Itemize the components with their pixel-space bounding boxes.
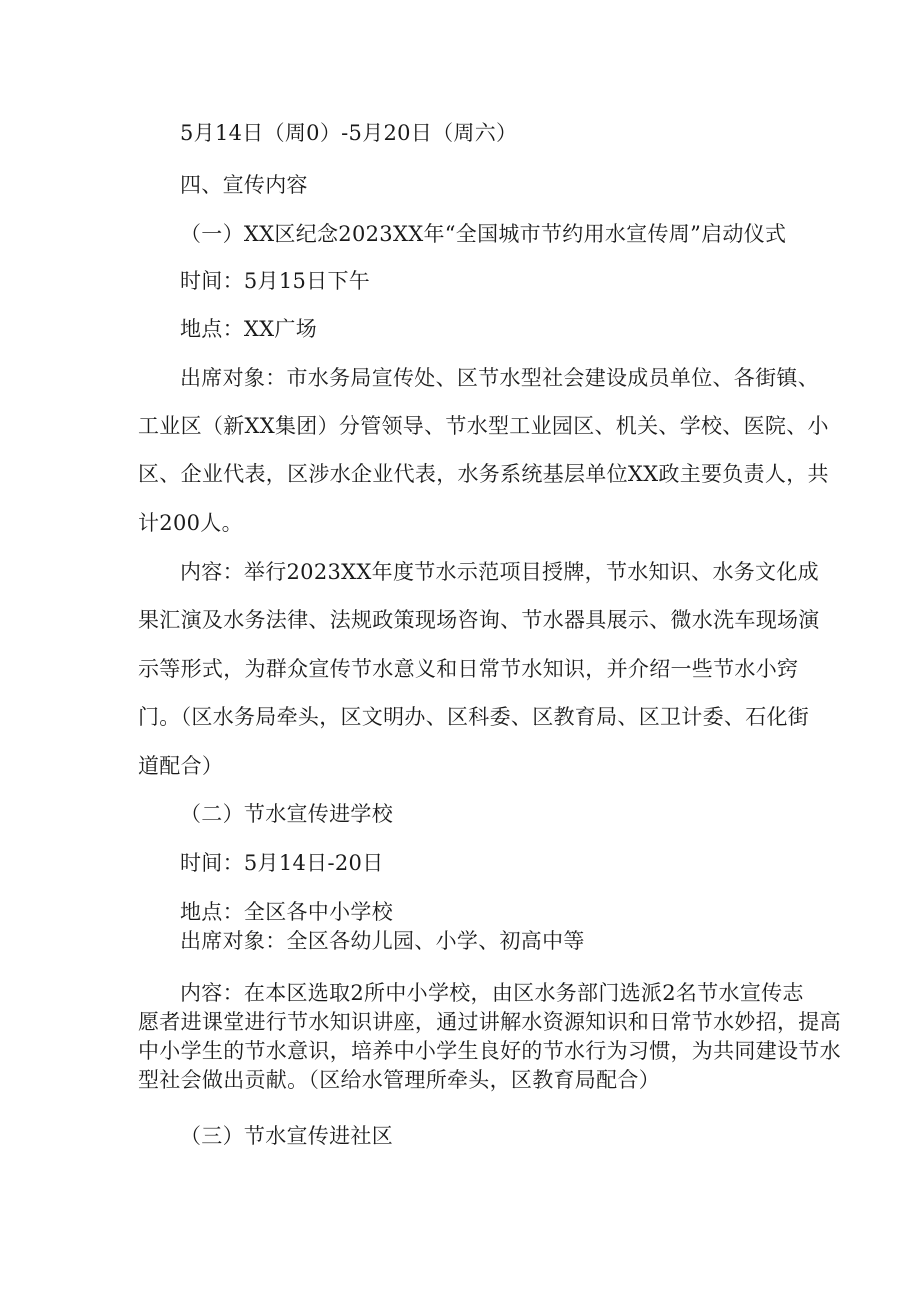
section-heading: 四、宣传内容: [180, 173, 308, 197]
time-line: 时间：5月14日-20日: [180, 851, 384, 875]
attendees-line: 出席对象：全区各幼儿园、小学、初高中等: [180, 929, 585, 953]
attendees-paragraph-line: 计200人。: [138, 511, 243, 535]
content-paragraph-line: 果汇演及水务法律、法规政策现场咨询、节水器具展示、微水洗车现场演: [138, 608, 820, 632]
time-line: 时间：5月15日下午: [180, 269, 371, 293]
content-paragraph-line: 道配合）: [138, 754, 224, 778]
content-paragraph-line: 门。（区水务局牵头，区文明办、区科委、区教育局、区卫计委、石化街: [138, 705, 810, 729]
attendees-paragraph-line: 区、企业代表，区涉水企业代表，水务系统基层单位XX政主要负责人，共: [138, 462, 829, 486]
attendees-paragraph-line: 出席对象：市水务局宣传处、区节水型社会建设成员单位、各街镇、: [180, 366, 819, 390]
content-paragraph-line: 内容：举行2023XX年度节水示范项目授牌，节水知识、水务文化成: [180, 560, 819, 584]
content-paragraph-line: 内容：在本区选取2所中小学校，由区水务部门选派2名节水宣传志: [180, 981, 804, 1005]
content-paragraph-line: 型社会做出贡献。（区给水管理所牵头，区教育局配合）: [138, 1068, 660, 1092]
content-paragraph-line: 中小学生的节水意识，培养中小学生良好的节水行为习惯，为共同建设节水: [138, 1039, 841, 1063]
subsection-heading: （三）节水宣传进社区: [180, 1124, 393, 1148]
subsection-heading: （二）节水宣传进学校: [180, 802, 393, 826]
subsection-heading: （一）XX区纪念2023XX年“全国城市节约用水宣传周”启动仪式: [180, 222, 787, 246]
content-paragraph-line: 示等形式，为群众宣传节水意义和日常节水知识，并介绍一些节水小窍: [138, 657, 799, 681]
date-range-line: 5月14日（周0）-5月20日（周六）: [180, 121, 518, 145]
location-line: 地点：全区各中小学校: [180, 900, 393, 924]
content-paragraph-line: 愿者进课堂进行节水知识讲座，通过讲解水资源知识和日常节水妙招，提高: [138, 1010, 841, 1034]
attendees-paragraph-line: 工业区（新XX集团）分管领导、节水型工业园区、机关、学校、医院、小: [138, 414, 829, 438]
location-line: 地点：XX广场: [180, 317, 317, 341]
